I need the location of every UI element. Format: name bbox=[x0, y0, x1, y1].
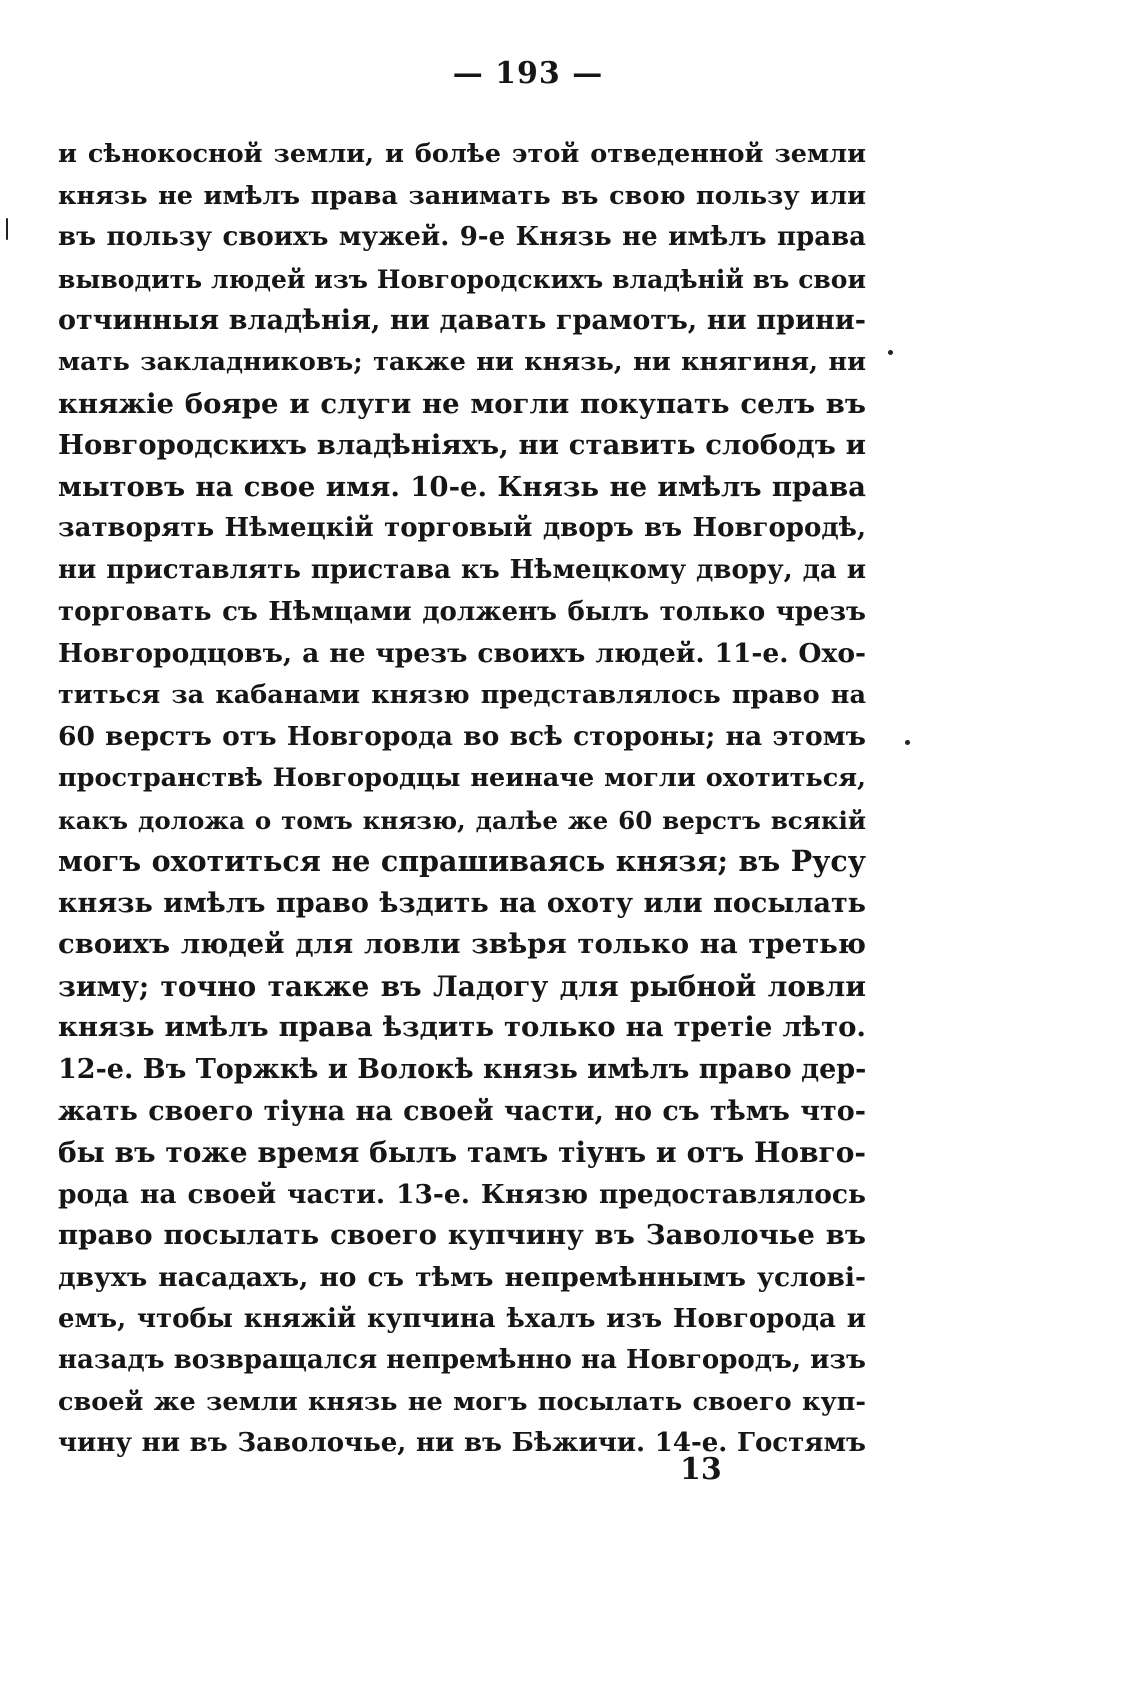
page-number: — 193 — bbox=[452, 56, 604, 91]
text-line: князь не имѣлъ права занимать въ свою пользу или bbox=[58, 180, 866, 211]
text-line: Новгородскихъ владѣніяхъ, ни ставить слободъ и bbox=[58, 429, 866, 462]
text-line: мать закладниковъ; также ни князь, ни княгиня, ни bbox=[58, 346, 866, 377]
print-speck bbox=[6, 218, 8, 240]
text-line: Новгородцовъ, а не чрезъ своихъ людей. 11-е. Охо- bbox=[58, 638, 866, 670]
text-line: выводить людей изъ Новгородскихъ владѣній въ свои bbox=[58, 264, 866, 294]
signature-mark: 13 bbox=[680, 1452, 722, 1487]
text-line: 60 верстъ отъ Новгорода во всѣ стороны; на этомъ bbox=[58, 721, 866, 753]
print-speck bbox=[888, 350, 893, 355]
text-line: рода на своей части. 13-е. Князю предоставлялось bbox=[58, 1178, 866, 1210]
text-line: назадъ возвращался непремѣнно на Новгородъ, изъ bbox=[58, 1345, 866, 1376]
text-line: затворять Нѣмецкій торговый дворъ въ Новгородѣ, bbox=[58, 513, 866, 544]
text-line: мытовъ на свое имя. 10-е. Князь не имѣлъ права bbox=[58, 470, 866, 503]
body-text bbox=[58, 134, 866, 1465]
text-line: бы въ тоже время былъ тамъ тіунъ и отъ Новго- bbox=[58, 1136, 866, 1170]
text-line: могъ охотиться не спрашиваясь князя; въ Русу bbox=[58, 844, 866, 879]
text-line: князь имѣлъ права ѣздить только на третіе лѣто. bbox=[58, 1011, 866, 1044]
text-line: и сѣнокосной земли, и болѣе этой отведенной земли bbox=[58, 139, 866, 169]
text-line: емъ, чтобы княжій купчина ѣхалъ изъ Новгорода и bbox=[58, 1303, 866, 1334]
text-line: право посылать своего купчину въ Заволочье въ bbox=[58, 1219, 866, 1252]
text-line: титься за кабанами князю представлялось право на bbox=[58, 679, 866, 710]
text-line: отчинныя владѣнія, ни давать грамотъ, ни прини- bbox=[58, 305, 866, 337]
text-line: въ пользу своихъ мужей. 9-е Князь не имѣлъ права bbox=[58, 222, 866, 253]
text-line: пространствѣ Новгородцы неиначе могли охотиться, bbox=[58, 762, 866, 793]
text-line: какъ доложа о томъ князю, далѣе же 60 верстъ всякій bbox=[58, 805, 866, 835]
text-line: зиму; точно также въ Ладогу для рыбной ловли bbox=[58, 969, 866, 1003]
text-line: чину ни въ Заволочье, ни въ Бѣжичи. 14-е. Гостямъ bbox=[58, 1428, 866, 1459]
text-line: ни приставлять пристава къ Нѣмецкому двору, да и bbox=[58, 554, 866, 585]
text-line: князь имѣлъ право ѣздить на охоту или посылать bbox=[58, 887, 866, 919]
text-line: своей же земли князь не могъ посылать своего куп- bbox=[58, 1386, 866, 1417]
text-line: 12-е. Въ Торжкѣ и Волокѣ князь имѣлъ право дер- bbox=[58, 1054, 867, 1086]
text-line: жать своего тіуна на своей части, но съ тѣмъ что- bbox=[58, 1095, 866, 1127]
text-line: торговать съ Нѣмцами долженъ былъ только чрезъ bbox=[58, 596, 866, 627]
print-speck bbox=[905, 740, 910, 745]
text-line: двухъ насадахъ, но съ тѣмъ непремѣннымъ услові- bbox=[58, 1262, 866, 1294]
text-line: княжіе бояре и слуги не могли покупать селъ въ bbox=[58, 387, 866, 420]
text-line: своихъ людей для ловли звѣря только на третью bbox=[58, 928, 866, 961]
